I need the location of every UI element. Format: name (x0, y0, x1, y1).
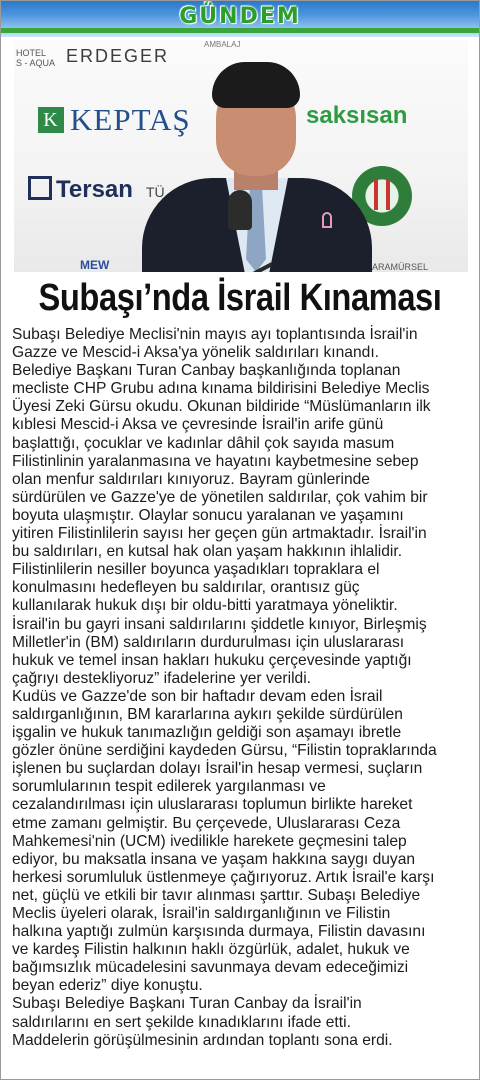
article-line: kullanılarak hukuk dışı bir oldu-bitti yaratmaya yöneliktir. (12, 597, 398, 615)
tersan-mark-icon (28, 176, 52, 200)
article-line: hukuk ve temel insan hakları hukuku çerçevesinde yaptığı (12, 651, 412, 669)
keptas-mark-icon: K (38, 107, 64, 133)
article-line: çağrıyı destekliyoruz” ifadelerine yer verildi. (12, 669, 311, 687)
article-line: yitiren Filistinlilerin sayısı her geçen gün artmaktadır. İsrail'in (12, 525, 427, 543)
article-headline: Subaşı’nda İsrail Kınaması (38, 277, 442, 319)
sponsor-logo-aramursel: ARAMÜRSEL (372, 262, 429, 272)
article-line: halkına yaptığı zulmün karşısında durmaya, Filistin davasını (12, 923, 426, 941)
section-title: GÜNDEM (179, 4, 301, 29)
article-line: cezalandırılması için uluslararası toplumun birlikte hareket (12, 796, 413, 814)
article-line: herkesi sorumluluk üstlenmeye çağırıyoruz. Artık İsrail'e karşı (12, 868, 435, 886)
article-body (12, 326, 470, 1050)
sponsor-logo-hotel: HOTEL S - AQUA (16, 48, 56, 68)
article-line: sorumlularının tespit edilerek yargılanması ve (12, 778, 326, 796)
article-line: mecliste CHP Grubu adına kınama bildirisini Belediye Meclis (12, 380, 430, 398)
article-line: net, güçlü ve etkili bir tavır alınması şarttır. Subaşı Belediye (12, 886, 421, 904)
sponsor-logo-tu: TÜ (146, 184, 165, 200)
sponsor-logo-saksisan: saksısan (306, 102, 408, 129)
article-line: saldırılarını en sert şekilde kınadıklarını ifade etti. (12, 1013, 351, 1031)
article-line: işgalin ve hukuk tanımazlığın geldiği son aşamayı ibretle (12, 724, 402, 742)
sponsor-logo-mew: MEW (80, 258, 110, 272)
article-line: sürdürülen ve Gazze'ye de yönetilen saldırılar, çok vahim bir (12, 488, 428, 506)
article-line: gözler önüne serdiğini kaydeden Gürsu, “Filistin topraklarında (12, 742, 437, 760)
article-line: Gazze ve Mescid-i Aksa'ya yönelik saldırıları kınandı. (12, 344, 379, 362)
sponsor-logo-keptas: K KEPTAŞ (38, 102, 191, 138)
pink-ribbon-icon (322, 212, 332, 228)
article-photo (14, 40, 468, 272)
article-line: olan menfur saldırıları kınıyoruz. Bayram günlerinde (12, 470, 370, 488)
article-line: boyuta ulaşmıştır. Olaylar sonucu yaralanan ve yaşamını (12, 506, 404, 524)
article-line: Mahkemesi'nin (UCM) ivedilikle harekete geçmesini talep (12, 832, 407, 850)
article-line: Maddelerin görüşülmesinin ardından toplantı sona erdi. (12, 1031, 393, 1049)
article-line: işlenen bu suçlardan dolayı İsrail'in hesap vermesi, suçların (12, 760, 423, 778)
article-line: beyan ederiz” diye konuştu. (12, 977, 203, 995)
article-line: Subaşı Belediye Meclisi'nin mayıs ayı toplantısında İsrail'in (12, 326, 418, 343)
article-line: başlattığı, çocuklar ve kadınlar dâhil çok sayıda masum (12, 434, 395, 452)
article-line: bu saldırıları, en kutsal hak olan yaşam hakkının ihlalidir. (12, 543, 403, 561)
article-line: ediyor, bu maksatla insana ve yaşam hakkına saygı duyan (12, 850, 416, 868)
article-line: İsrail'in bu gayri insani saldırılarını şiddetle kınıyor, Birleşmiş (12, 615, 427, 633)
article-line: saldırganlığının, BM kararlarına aykırı şekilde sürdürülen (12, 705, 403, 723)
article-line: kıblesi Mescid-i Aksa ve çevresinde İsrail'in arife günü (12, 416, 384, 434)
sponsor-logo-ambalaj: AMBALAJ (204, 40, 241, 49)
article-line: Filistinlilerin nesiller boyunca yaşadıkları topraklara el (12, 561, 380, 579)
article-line: Milletler'in (BM) saldırıların durdurulması için uluslararası (12, 633, 405, 651)
article-line: Meclis üyeleri olarak, İsrail'in saldırganlığının ve Filistin (12, 905, 391, 922)
article-line: Subaşı Belediye Başkanı Turan Canbay da İsrail'in (12, 995, 362, 1013)
article-line: Kudüs ve Gazze'de son bir haftadır devam eden İsrail (12, 687, 383, 705)
article-line: Filistinlinin yaralanmasına ve hayatını kaybetmesine sebep (12, 452, 419, 470)
speaker-figure (122, 62, 392, 272)
article-line: bağımsızlık mücadelesini savunmaya devam edeceğimizi (12, 959, 409, 977)
article-line: Üyesi Zeki Gürsu okudu. Okunan bildiride “Müslümanların ilk (12, 398, 431, 416)
sponsor-logo-tersan: Tersan (28, 176, 133, 204)
article-line: Belediye Başkanı Turan Canbay başkanlığında toplanan (12, 362, 401, 380)
article-line: konulmasını hedefleyen bu saldırılar, orantısız güç (12, 579, 360, 597)
sponsor-logo-erdeger: ERDEGER (66, 46, 170, 66)
article-line: ve kardeş Filistin halkının haklı özgürlük, adalet, hukuk ve (12, 941, 410, 959)
article-line: etme zamanı gelmiştir. Bu çerçevede, Uluslararası Ceza (12, 814, 401, 832)
microphone-icon (228, 190, 252, 230)
